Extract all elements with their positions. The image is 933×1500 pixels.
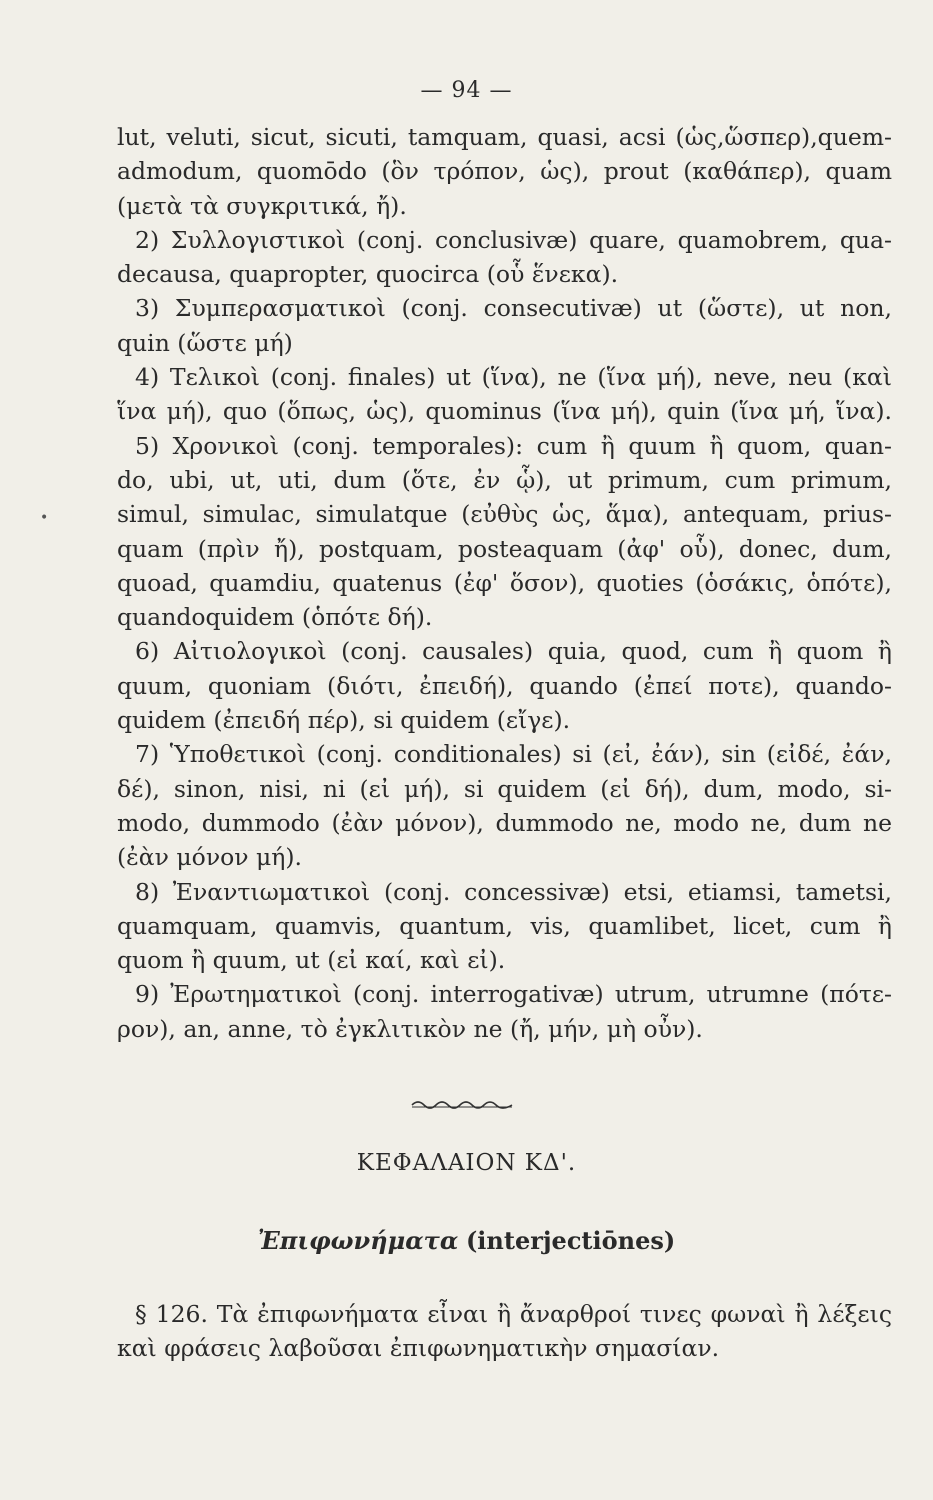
paragraph-line: § 126. Τὰ ἐπιφωνήματα εἶναι ἢ ἄναρθροί τινες φωναὶ ἢ λέξεις — [135, 1300, 892, 1328]
paragraph-126 — [117, 1297, 892, 1366]
text-line: ἵνα μή), quo (ὅπως, ὡς), quominus (ἵνα μή), quin (ἵνα μή, ἵνα). — [117, 397, 892, 426]
text-line: quidem (ἐπειδή πέρ), si quidem (εἴγε). — [117, 706, 571, 735]
text-line: lut, veluti, sicut, sicuti, tamquam, quasi, acsi (ὡς,ὥσπερ),quem- — [117, 123, 892, 151]
page-number: — 94 — — [420, 78, 513, 103]
text-line: 3) Συμπερασματικοὶ (conj. consecutivæ) ut (ὥστε), ut non, — [135, 294, 892, 323]
main-text — [117, 120, 892, 1046]
section-title-latin: (interjectiōnes) — [465, 1226, 676, 1255]
text-line: δέ), sinon, nisi, ni (εἰ μή), si quidem (εἰ δή), dum, modo, si- — [117, 774, 892, 803]
text-line: 4) Τελικοὶ (conj. finales) ut (ἵνα), ne (ἵνα μή), neve, neu (καὶ — [135, 363, 892, 392]
text-line: 7) Ὑποθετικοὶ (conj. conditionales) si (εἰ, ἐάν), sin (εἰδέ, ἐάν, — [135, 740, 892, 769]
text-line: ρον), an, anne, τὸ ἐγκλιτικὸν ne (ἤ, μήν, μὴ οὖν). — [117, 1014, 703, 1043]
margin-mark: • — [40, 510, 49, 526]
paragraph-line: καὶ φράσεις λαβοῦσαι ἐπιφωνηματικὴν σημασίαν. — [117, 1334, 720, 1363]
text-line: quamquam, quamvis, quantum, vis, quamlibet, licet, cum ἢ — [117, 911, 892, 940]
text-line: quam (πρὶν ἤ), postquam, posteaquam (ἀφ' οὗ), donec, dum, — [117, 534, 892, 563]
text-line: (μετὰ τὰ συγκριτικά, ἤ). — [117, 191, 407, 220]
section-title-greek: Ἐπιφωνήματα — [257, 1226, 459, 1255]
text-line: 8) Ἐναντιωματικοὶ (conj. concessivæ) etsi, etiamsi, tametsi, — [135, 877, 892, 906]
text-line: quin (ὥστε μή) — [117, 328, 293, 357]
text-line: do, ubi, ut, uti, dum (ὅτε, ἐν ᾧ), ut primum, cum primum, — [117, 465, 892, 494]
ornament-divider-icon — [410, 1095, 514, 1109]
text-line: quoad, quamdiu, quatenus (ἐφ' ὅσον), quoties (ὁσάκις, ὁπότε), — [117, 568, 892, 597]
text-line: quum, quoniam (διότι, ἐπειδή), quando (ἐπεί ποτε), quando- — [117, 671, 892, 700]
text-line: quandoquidem (ὁπότε δή). — [117, 603, 433, 632]
text-line: simul, simulac, simulatque (εὐθὺς ὡς, ἅμα), antequam, prius- — [117, 500, 892, 529]
text-line: 2) Συλλογιστικοὶ (conj. conclusivæ) quare, quamobrem, qua- — [135, 225, 892, 254]
chapter-title: ΚΕΦΑΛΑΙΟΝ ΚΔ'. — [356, 1150, 577, 1176]
text-line: modo, dummodo (ἐὰν μόνον), dummodo ne, modo ne, dum ne — [117, 808, 892, 837]
text-line: 9) Ἐρωτηματικοὶ (conj. interrogativæ) utrum, utrumne (πότε- — [135, 980, 892, 1009]
text-line: decausa, quapropter, quocirca (οὗ ἕνεκα). — [117, 260, 619, 289]
text-line: 6) Αἰτιολογικοὶ (conj. causales) quia, quod, cum ἢ quom ἢ — [135, 637, 892, 666]
text-line: quom ἢ quum, ut (εἰ καί, καὶ εἰ). — [117, 946, 506, 975]
text-line: (ἐὰν μόνον μή). — [117, 843, 303, 872]
section-title — [0, 1226, 933, 1255]
text-line: admodum, quomōdo (ὃν τρόπον, ὡς), prout (καθάπερ), quam — [117, 157, 892, 186]
text-line: 5) Χρονικοὶ (conj. temporales): cum ἢ quum ἢ quom, quan- — [135, 431, 892, 460]
